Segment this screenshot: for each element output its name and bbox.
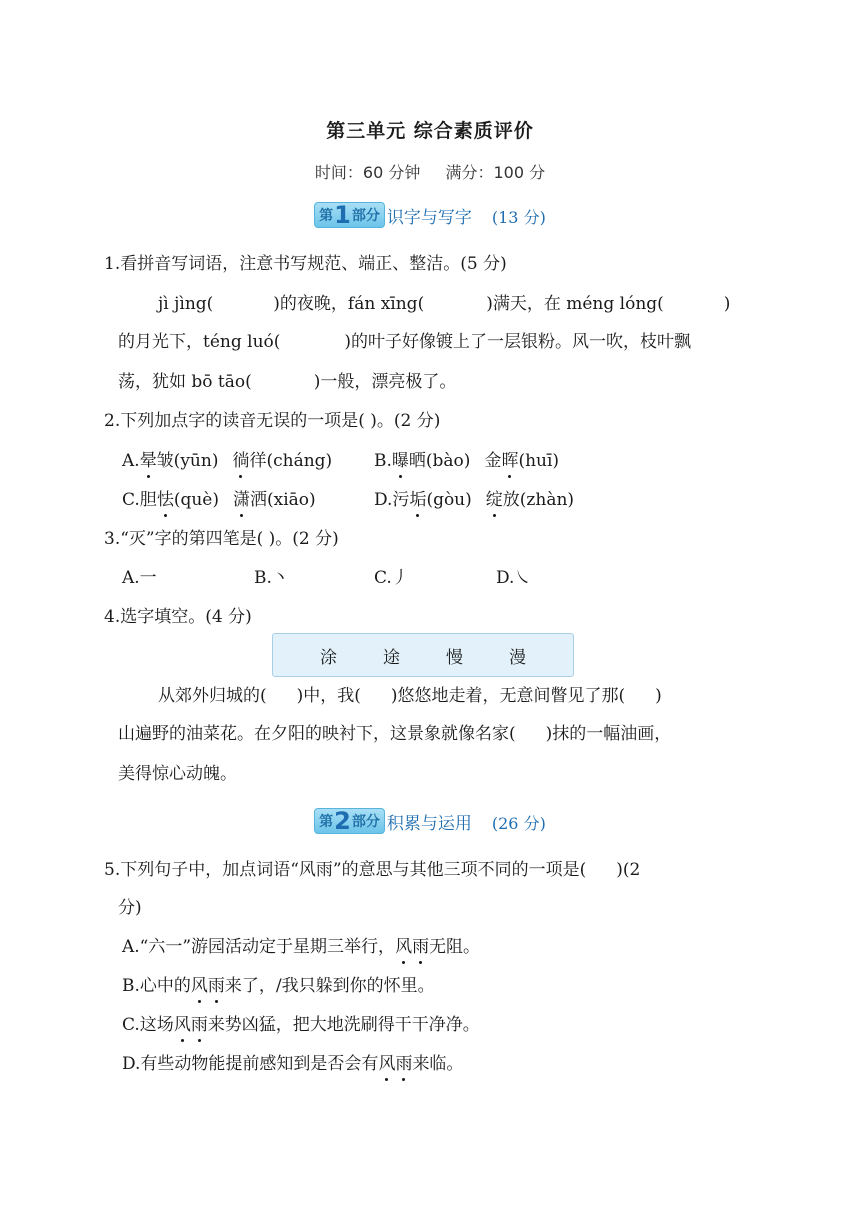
question-4-line-2: 山遍野的油菜花。在夕阳的映衬下，这景象就像名家( )抹的一幅油画，: [118, 724, 672, 744]
question-3-stem: 3.“灭”字的第四笔是( )。(2 分): [104, 529, 339, 549]
section-header-1: [0, 202, 860, 230]
question-1-stem: 1.看拼音写词语，注意书写规范、端正、整洁。(5 分): [104, 254, 507, 274]
option-b[interactable]: B.丶: [254, 568, 289, 588]
option-d[interactable]: D.污垢(gòu) 绽放(zhàn): [374, 490, 575, 510]
question-2-stem: 2.下列加点字的读音无误的一项是( )。(2 分): [104, 411, 441, 431]
choice-word: 漫: [509, 647, 526, 668]
question-5-stem-cont: 分): [118, 898, 142, 918]
question-3-options: [122, 566, 531, 590]
option-b[interactable]: B.曝晒(bào) 金晖(huī): [374, 451, 560, 471]
section-badge-2: 第 2 部分: [314, 808, 385, 834]
choice-word: 涂: [320, 647, 337, 668]
option-a[interactable]: A.一: [122, 568, 157, 588]
question-5-option-c[interactable]: C.这场风雨来势凶猛，把大地洗刷得干干净净。: [122, 1015, 480, 1035]
question-1-line-3: 荡，犹如 bō tāo( )一般，漂亮极了。: [118, 372, 457, 392]
option-d[interactable]: D.㇏: [496, 568, 532, 588]
question-1-line-2: 的月光下，téng luó( )的叶子好像镀上了一层银粉。风一吹，枝叶飘: [118, 332, 692, 352]
question-4-line-1: 从郊外归城的( )中，我( )悠悠地走着，无意间瞥见了那( ): [158, 686, 662, 706]
question-5-option-d[interactable]: D.有些动物能提前感知到是否会有风雨来临。: [122, 1054, 464, 1074]
question-2-options-cd: [122, 488, 574, 512]
question-1-line-1: jì jìng( )的夜晚，fán xīng( )满天，在 méng lóng( ): [158, 294, 731, 314]
question-4-stem: 4.选字填空。(4 分): [104, 607, 252, 627]
section-name-2: 积累与运用: [386, 814, 472, 834]
section-name-1: 识字与写字: [386, 208, 472, 228]
section-score-1: (13 分): [491, 208, 546, 227]
word-choice-box: [272, 633, 574, 677]
page-title: 第三单元 综合素质评价: [326, 120, 534, 142]
choice-word: 慢: [446, 647, 463, 668]
full-score: 满分：100 分: [445, 163, 546, 182]
time-limit: 时间：60 分钟: [314, 163, 421, 182]
question-5-stem: 5.下列句子中，加点词语“风雨”的意思与其他三项不同的一项是( )(2: [104, 860, 641, 880]
question-5-option-b[interactable]: B.心中的风雨来了，/我只躲到你的怀里。: [122, 976, 435, 996]
question-2-options-ab: [122, 449, 559, 473]
question-5-option-a[interactable]: A.“六一”游园活动定于星期三举行，风雨无阻。: [122, 937, 481, 957]
section-header-2: [0, 808, 860, 836]
exam-info: [0, 160, 860, 183]
section-badge-1: 第 1 部分: [314, 202, 385, 228]
section-score-2: (26 分): [491, 814, 546, 833]
option-c[interactable]: C.丿: [374, 568, 409, 588]
option-a[interactable]: A.晕皱(yūn) 徜徉(cháng): [122, 451, 333, 471]
choice-word: 途: [383, 647, 400, 668]
question-4-line-3: 美得惊心动魄。: [118, 764, 237, 784]
option-c[interactable]: C.胆怯(què) 潇洒(xiāo): [122, 490, 316, 510]
